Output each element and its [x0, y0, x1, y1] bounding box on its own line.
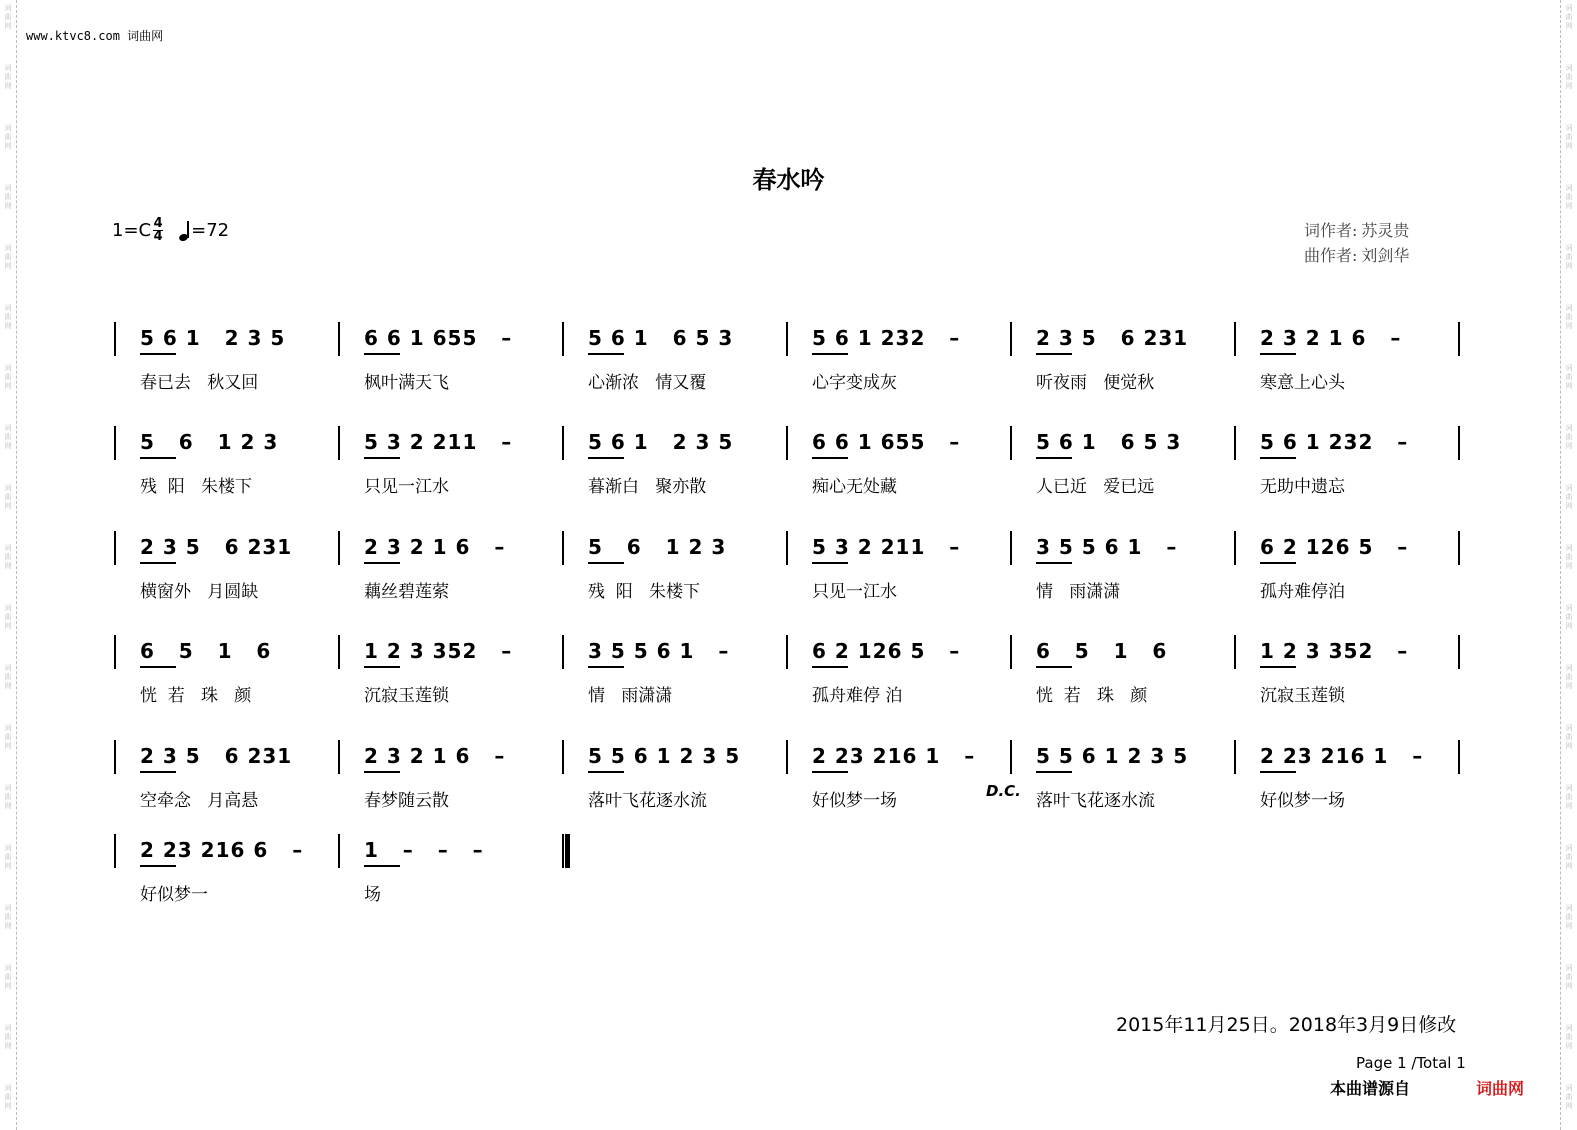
- measure: [1234, 635, 1458, 725]
- final-barline: [562, 834, 570, 868]
- watermark-text: 词 曲 网: [4, 484, 12, 510]
- note-sequence: 2 23 216 1 –: [812, 744, 976, 768]
- measure: [114, 635, 338, 725]
- beam-underline: [1260, 562, 1296, 564]
- watermark-text: 词 曲 网: [4, 304, 12, 330]
- beam-underline: [364, 771, 400, 773]
- beam-underline: [140, 771, 176, 773]
- measure: [338, 322, 562, 412]
- page-indicator: Page 1 /Total 1: [1356, 1054, 1466, 1072]
- watermark-text: 词 曲 网: [4, 964, 12, 990]
- lyric-line: 春已去 秋又回: [140, 373, 259, 393]
- composer-label: 曲作者:: [1304, 246, 1358, 265]
- note-sequence: 5 5 6 1 2 3 5: [1036, 744, 1189, 768]
- beam-underline: [140, 457, 176, 459]
- note-sequence: 6 2 126 5 –: [812, 639, 961, 663]
- lyric-line: 落叶飞花逐水流: [1036, 791, 1155, 811]
- beam-underline: [1036, 666, 1072, 668]
- lyric-line: 情 雨潇潇: [1036, 582, 1121, 602]
- lyric-line: 孤舟难停泊: [1260, 582, 1345, 602]
- key-signature: [112, 218, 229, 243]
- watermark-text: 词 曲 网: [1565, 364, 1573, 390]
- beam-underline: [140, 666, 176, 668]
- measure: [338, 426, 562, 516]
- lyric-line: 好似梦一场: [812, 791, 897, 811]
- lyric-line: 春梦随云散: [364, 791, 449, 811]
- watermark-text: 词 曲 网: [1565, 544, 1573, 570]
- watermark-text: 词 曲 网: [1565, 184, 1573, 210]
- measure: [786, 426, 1010, 516]
- credits: [1304, 218, 1409, 268]
- site-header[interactable]: www.ktvc8.com 词曲网: [26, 29, 164, 43]
- beam-underline: [364, 562, 400, 564]
- note-sequence: 5 6 1 6 5 3: [588, 326, 734, 350]
- beam-underline: [812, 562, 848, 564]
- lyricist: 苏灵贵: [1361, 221, 1410, 240]
- watermark-text: 词 曲 网: [1565, 124, 1573, 150]
- note-sequence: 6 6 1 655 –: [812, 430, 961, 454]
- measure: [114, 834, 338, 924]
- measure: [562, 322, 786, 412]
- note-sequence: 6 2 126 5 –: [1260, 535, 1409, 559]
- lyric-line: 人已近 爱已远: [1036, 477, 1155, 497]
- lyric-line: 心字变成灰: [812, 373, 897, 393]
- da-capo-marker: D.C.: [986, 782, 1021, 800]
- barline: [1458, 426, 1460, 460]
- beam-underline: [812, 771, 848, 773]
- beam-underline: [140, 865, 176, 867]
- note-sequence: 2 3 2 1 6 –: [364, 535, 506, 559]
- watermark-text: 词 曲 网: [1565, 484, 1573, 510]
- lyric-line: 恍 若 珠 颜: [140, 686, 252, 706]
- watermark-text: 词 曲 网: [4, 784, 12, 810]
- note-sequence: 5 6 1 2 3: [588, 535, 727, 559]
- watermark-text: 词 曲 网: [4, 1084, 12, 1110]
- tempo-value: =72: [191, 220, 230, 241]
- lyric-line: 心渐浓 情又覆: [588, 373, 707, 393]
- measure: [1234, 740, 1458, 830]
- note-sequence: 2 3 2 1 6 –: [1260, 326, 1402, 350]
- lyric-line: 残 阳 朱楼下: [588, 582, 701, 602]
- revision-date: 2015年11月25日。2018年3月9日修改: [1116, 1014, 1457, 1036]
- lyric-line: 场: [364, 885, 381, 905]
- watermark-text: 词 曲 网: [4, 424, 12, 450]
- beam-underline: [588, 666, 624, 668]
- lyric-line: 空牵念 月高悬: [140, 791, 259, 811]
- measure: [338, 531, 562, 621]
- lyric-line: 寒意上心头: [1260, 373, 1345, 393]
- watermark-text: 词 曲 网: [1565, 664, 1573, 690]
- measure: [338, 635, 562, 725]
- beam-underline: [364, 457, 400, 459]
- note-sequence: 5 6 1 2 3 5: [588, 430, 734, 454]
- watermark-text: 词 曲 网: [1565, 4, 1573, 30]
- song-title: 春水吟: [752, 165, 825, 194]
- lyric-line: 孤舟难停 泊: [812, 686, 903, 706]
- beam-underline: [1036, 457, 1072, 459]
- quarter-note-icon: [179, 221, 191, 241]
- measure: [1234, 322, 1458, 412]
- lyric-line: 情 雨潇潇: [588, 686, 673, 706]
- lyric-line: 听夜雨 便觉秋: [1036, 373, 1155, 393]
- note-sequence: 5 3 2 211 –: [364, 430, 513, 454]
- barline: [1458, 531, 1460, 565]
- note-sequence: 3 5 5 6 1 –: [588, 639, 730, 663]
- watermark-text: 词 曲 网: [4, 664, 12, 690]
- note-sequence: 5 5 6 1 2 3 5: [588, 744, 741, 768]
- beam-underline: [1036, 771, 1072, 773]
- measure: [1010, 322, 1234, 412]
- watermark-text: 词 曲 网: [4, 364, 12, 390]
- note-sequence: 6 5 1 6: [140, 639, 272, 663]
- watermark-text: 词 曲 网: [1565, 1084, 1573, 1110]
- measure: [338, 834, 562, 924]
- watermark-text: 词 曲 网: [4, 124, 12, 150]
- source-site-link[interactable]: 词曲网: [1476, 1079, 1525, 1098]
- measure: [338, 740, 562, 830]
- watermark-text: 词 曲 网: [1565, 64, 1573, 90]
- note-sequence: 5 6 1 232 –: [812, 326, 961, 350]
- note-sequence: 2 3 2 1 6 –: [364, 744, 506, 768]
- lyric-line: 沉寂玉莲锁: [364, 686, 449, 706]
- beam-underline: [812, 457, 848, 459]
- lyric-line: 枫叶满天飞: [364, 373, 449, 393]
- watermark-text: 词 曲 网: [1565, 424, 1573, 450]
- beam-underline: [364, 865, 400, 867]
- note-sequence: 2 3 5 6 231: [1036, 326, 1189, 350]
- measure: [786, 740, 1010, 830]
- beam-underline: [1260, 457, 1296, 459]
- note-sequence: 1 2 3 352 –: [364, 639, 513, 663]
- note-sequence: 6 5 1 6: [1036, 639, 1168, 663]
- beam-underline: [812, 353, 848, 355]
- beam-underline: [1260, 771, 1296, 773]
- watermark-text: 词 曲 网: [4, 4, 12, 30]
- note-sequence: 6 6 1 655 –: [364, 326, 513, 350]
- watermark-text: 词 曲 网: [4, 724, 12, 750]
- note-sequence: 3 5 5 6 1 –: [1036, 535, 1178, 559]
- lyric-line: 只见一江水: [812, 582, 897, 602]
- watermark-text: 词 曲 网: [1565, 1024, 1573, 1050]
- measure: [114, 740, 338, 830]
- measure: [114, 531, 338, 621]
- note-sequence: 5 3 2 211 –: [812, 535, 961, 559]
- note-sequence: 5 6 1 2 3: [140, 430, 279, 454]
- beam-underline: [140, 353, 176, 355]
- note-sequence: 5 6 1 2 3 5: [140, 326, 286, 350]
- composer: 刘剑华: [1361, 246, 1410, 265]
- watermark-text: 词 曲 网: [1565, 724, 1573, 750]
- lyric-line: 沉寂玉莲锁: [1260, 686, 1345, 706]
- note-sequence: 2 3 5 6 231: [140, 535, 293, 559]
- lyric-line: 横窗外 月圆缺: [140, 582, 259, 602]
- key-prefix: 1=C: [112, 220, 152, 241]
- note-sequence: 1 – – –: [364, 838, 484, 862]
- watermark-text: 词 曲 网: [1565, 844, 1573, 870]
- beam-underline: [140, 562, 176, 564]
- lyric-line: 残 阳 朱楼下: [140, 477, 253, 497]
- note-sequence: 5 6 1 232 –: [1260, 430, 1409, 454]
- measure: [786, 531, 1010, 621]
- measure: [786, 635, 1010, 725]
- beam-underline: [1260, 353, 1296, 355]
- lyric-line: 只见一江水: [364, 477, 449, 497]
- measure: [1010, 635, 1234, 725]
- measure: [562, 740, 786, 830]
- note-sequence: 2 3 5 6 231: [140, 744, 293, 768]
- beam-underline: [364, 353, 400, 355]
- measure: [1010, 531, 1234, 621]
- lyric-line: 痴心无处藏: [812, 477, 897, 497]
- watermark-text: 词 曲 网: [4, 544, 12, 570]
- time-bottom: 4: [153, 229, 163, 244]
- measure: [786, 322, 1010, 412]
- lyric-line: 好似梦一场: [1260, 791, 1345, 811]
- beam-underline: [588, 562, 624, 564]
- time-top: 4: [153, 216, 163, 231]
- watermark-text: 词 曲 网: [1565, 784, 1573, 810]
- lyric-line: 落叶飞花逐水流: [588, 791, 707, 811]
- beam-underline: [1260, 666, 1296, 668]
- watermark-text: 词 曲 网: [1565, 244, 1573, 270]
- watermark-text: 词 曲 网: [1565, 964, 1573, 990]
- watermark-text: 词 曲 网: [1565, 304, 1573, 330]
- watermark-text: 词 曲 网: [4, 1024, 12, 1050]
- watermark-text: 词 曲 网: [4, 904, 12, 930]
- measure: [562, 531, 786, 621]
- beam-underline: [588, 771, 624, 773]
- beam-underline: [812, 666, 848, 668]
- watermark-text: 词 曲 网: [1565, 904, 1573, 930]
- source-label: 本曲谱源自: [1330, 1079, 1411, 1098]
- lyric-line: 无助中遗忘: [1260, 477, 1345, 497]
- watermark-text: 词 曲 网: [4, 184, 12, 210]
- measure: [562, 426, 786, 516]
- watermark-text: 词 曲 网: [4, 244, 12, 270]
- lyric-line: 好似梦一: [140, 885, 208, 905]
- watermark-text: 词 曲 网: [4, 64, 12, 90]
- beam-underline: [1036, 353, 1072, 355]
- beam-underline: [588, 457, 624, 459]
- barline: [1458, 635, 1460, 669]
- lyric-line: 暮渐白 聚亦散: [588, 477, 707, 497]
- measure: [562, 635, 786, 725]
- barline: [1458, 322, 1460, 356]
- watermark-text: 词 曲 网: [4, 844, 12, 870]
- measure: [1234, 531, 1458, 621]
- note-sequence: 2 23 216 6 –: [140, 838, 304, 862]
- measure: [986, 740, 1234, 830]
- beam-underline: [1036, 562, 1072, 564]
- lyric-line: 藕丝碧莲萦: [364, 582, 449, 602]
- barline: [1458, 740, 1460, 774]
- lyric-line: 恍 若 珠 颜: [1036, 686, 1148, 706]
- note-sequence: 2 23 216 1 –: [1260, 744, 1424, 768]
- measure: [1010, 426, 1234, 516]
- time-signature: [153, 218, 163, 243]
- measure: [114, 426, 338, 516]
- lyricist-label: 词作者:: [1304, 221, 1358, 240]
- note-sequence: 5 6 1 6 5 3: [1036, 430, 1182, 454]
- beam-underline: [588, 353, 624, 355]
- measure: [1234, 426, 1458, 516]
- beam-underline: [364, 666, 400, 668]
- watermark-text: 词 曲 网: [4, 604, 12, 630]
- watermark-text: 词 曲 网: [1565, 604, 1573, 630]
- note-sequence: 1 2 3 352 –: [1260, 639, 1409, 663]
- measure: [114, 322, 338, 412]
